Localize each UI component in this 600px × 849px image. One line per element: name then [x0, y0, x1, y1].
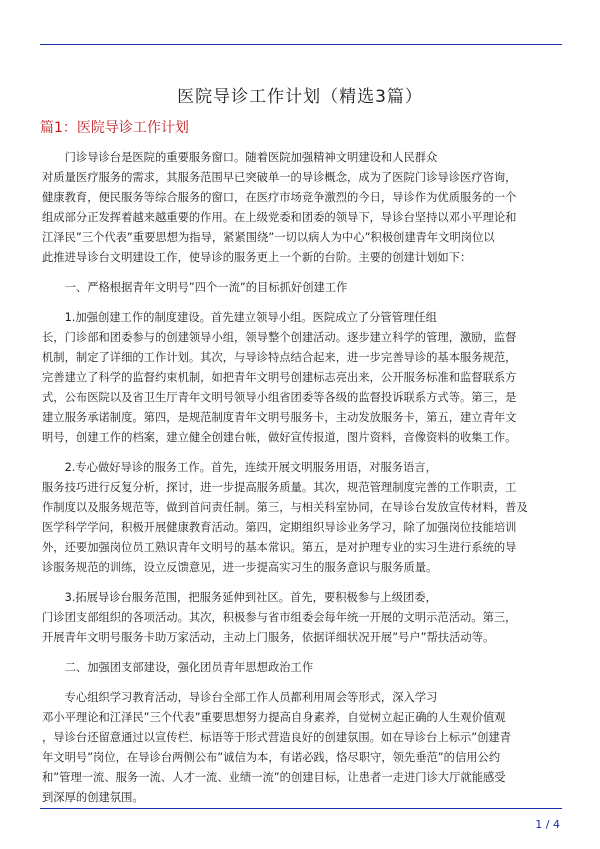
text-line: 机制，制定了详细的工作计划。其次，与导诊特点结合起来，进一步完善导诊的基本服务规范， [42, 351, 517, 364]
text-line: 1.加强创建工作的制度建设。首先建立领导小组。医院成立了分管管理任组 [42, 311, 437, 324]
text-line: 式，公布医院以及省卫生厅青年文明号领导小组省团委等各级的监督投诉联系方式等。第三，是 [42, 391, 517, 404]
text-line: 服务技巧进行反复分析，探讨，进一步提高服务质量。其次，规范管理制度完善的工作职责，工 [42, 481, 517, 494]
body-text [42, 148, 562, 808]
text-line: 一、严格根据青年文明号”四个一流”的目标抓好创建工作 [42, 281, 348, 294]
document-title: 医院导诊工作计划（精选3篇） [177, 87, 423, 107]
text-line: 明号，创建工作的档案，建立健全创建台帐，做好宣传报道，图片资料，音像资料的收集工作。 [42, 431, 517, 444]
text-line: 和”管理一流、服务一流、人才一流、业绩一流”的创建目标，让患者一走进门诊大厅就能感受 [42, 771, 506, 784]
header-rule [40, 44, 562, 45]
text-line: 邓小平理论和江泽民”三个代表”重要思想努力提高自身素养，自觉树立起正确的人生观价值观 [42, 711, 506, 724]
text-line: 完善建立了科学的监督约束机制，如把青年文明号创建标志亮出来，公开服务标准和监督联系方 [42, 371, 517, 384]
text-line: 长，门诊部和团委参与的创建领导小组，领导整个创建活动。逐步建立科学的管理，激励，监督 [42, 331, 517, 344]
section-heading: 篇1：医院导诊工作计划 [40, 120, 189, 136]
text-line: 门诊导诊台是医院的重要服务窗口。随着医院加强精神文明建设和人民群众 [42, 151, 438, 164]
text-line: 诊服务规范的训练，设立反馈意见，进一步提高实习生的服务意识与服务质量。 [42, 561, 438, 574]
text-line: 健康教育，便民服务等综合服务的窗口，在医疗市场竞争激烈的今日，导诊作为优质服务的一个 [42, 191, 517, 204]
text-line: 二、加强团支部建设，强化团员青年思想政治工作 [42, 661, 314, 674]
text-line: 建立服务承诺制度。第四，是规范制度青年文明号服务卡，主动发放服务卡，第五，建立青年文 [42, 411, 517, 424]
footer-rule [40, 808, 562, 809]
paragraph-gap [42, 298, 562, 308]
text-line: 对质量医疗服务的需求，其服务范围早已突破单一的导诊概念，成为了医院门诊导诊医疗咨询， [42, 171, 517, 184]
text-line: 外，还要加强岗位员工熟识青年文明号的基本常识。第五，是对护理专业的实习生进行系统的导 [42, 541, 517, 554]
text-line: ，导诊台还留意通过以宣传栏、标语等于形式营造良好的创建氛围。如在导诊台上标示”创建青 [42, 731, 512, 744]
text-line: 到深厚的创建氛围。 [42, 791, 144, 804]
text-line: 作制度以及服务规范等，做到首问责任制。第三，与相关科室协同，在导诊台发放宣传材料，普及 [42, 501, 528, 514]
paragraph-gap [42, 648, 562, 658]
text-line: 组成部分正发挥着越来越重要的作用。在上级党委和团委的领导下，导诊台坚持以邓小平理论和 [42, 211, 517, 224]
text-line: 江泽民”三个代表”重要思想为指导，紧紧围绕”一切以病人为中心”积极创建青年文明岗位以 [42, 231, 495, 244]
paragraph-gap [42, 678, 562, 688]
page-indicator: 1 / 4 [535, 818, 560, 831]
text-line: 3.拓展导诊台服务范围，把服务延伸到社区。首先，要积极参与上级团委， [42, 591, 437, 604]
text-line: 年文明号”岗位，在导诊台两侧公布”诚信为本，有诺必践，恪尽职守，领先垂范”的信用公约 [42, 751, 501, 764]
paragraph-gap [42, 268, 562, 278]
paragraph-gap [42, 448, 562, 458]
text-line: 专心组织学习教育活动，导诊台全部工作人员都利用周会等形式，深入学习 [42, 691, 438, 704]
text-line: 此推进导诊台文明建设工作，使导诊的服务更上一个新的台阶。主要的创建计划如下： [42, 251, 472, 264]
text-line: 开展青年文明号服务卡助万家活动，主动上门服务，依据详细状况开展”号户”帮扶活动等。 [42, 631, 495, 644]
text-line: 2.专心做好导诊的服务工作。首先，连续开展文明服务用语，对服务语言， [42, 461, 437, 474]
paragraph-gap [42, 578, 562, 588]
text-line: 医学科学学问，积极开展健康教育活动。第四，定期组织导诊业务学习，除了加强岗位技能培训 [42, 521, 517, 534]
text-line: 门诊团支部组织的各项活动。其次，积极参与省市组委会每年统一开展的文明示范活动。第三， [42, 611, 517, 624]
